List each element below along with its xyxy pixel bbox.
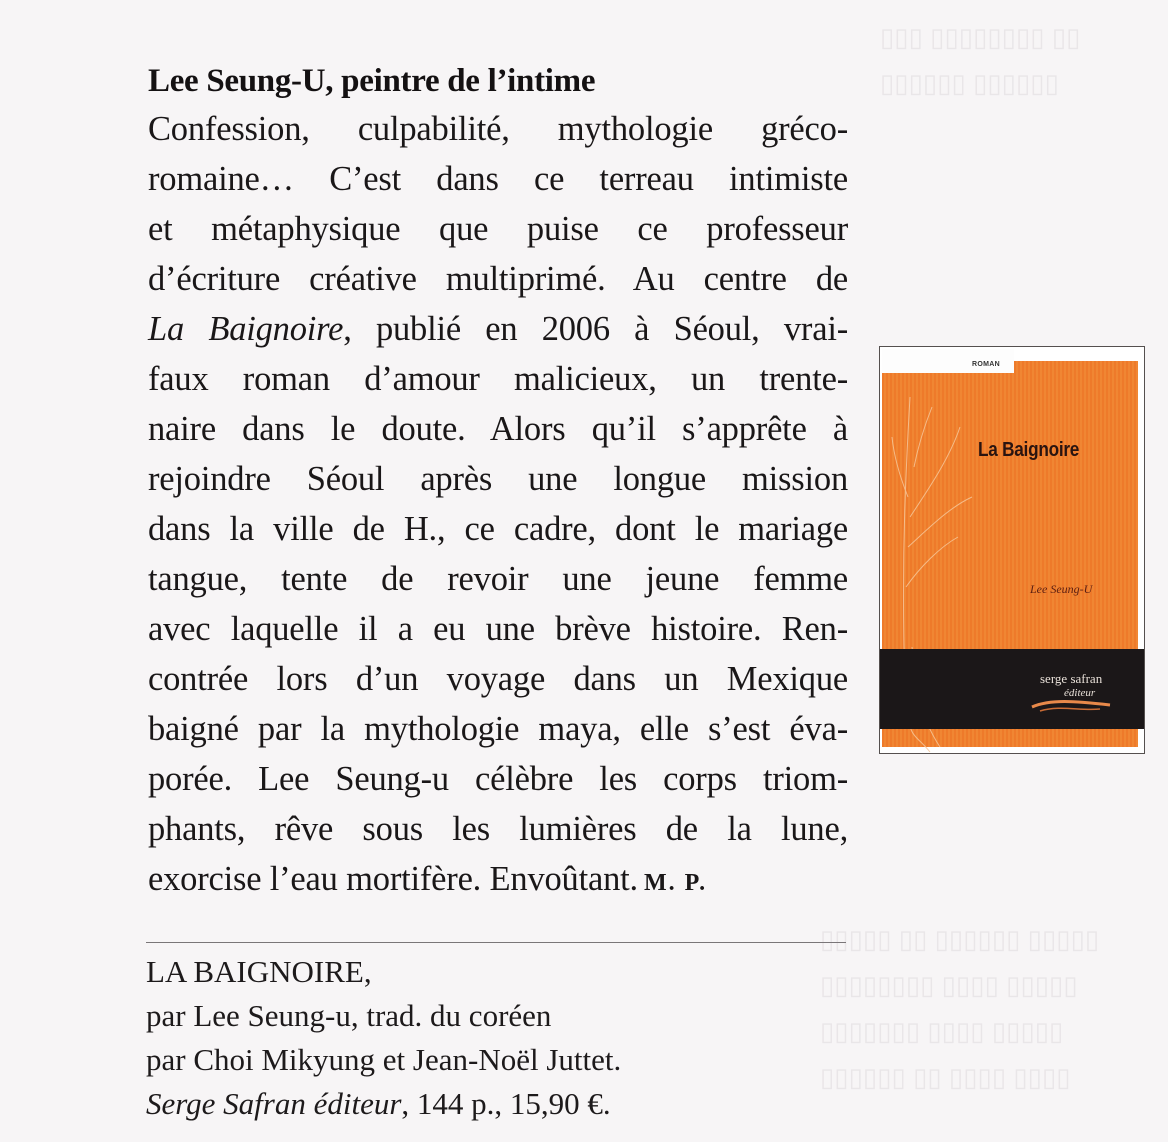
body-line — [148, 304, 848, 354]
body-line: porée. Lee Seung-u célèbre les corps triom- — [148, 760, 848, 798]
body-line: dans la ville de H., ce cadre, dont le mariage — [148, 510, 848, 548]
final-sentence: exorcise l’eau mortifère. Envoûtant. — [148, 860, 638, 898]
body-line: phants, rêve sous les lumières de la lune, — [148, 810, 848, 848]
cover-series-label: ROMAN — [972, 361, 1000, 368]
credits-translators: par Choi Mikyung et Jean-Noël Juttet. — [146, 1042, 622, 1077]
credits-details: , 144 p., 15,90 €. — [401, 1086, 611, 1121]
book-title-italic: La Baignoire — [148, 310, 344, 348]
show-through-text: ▯▯▯▯▯▯▯▯ ▯▯▯▯ ▯▯▯▯▯ — [820, 970, 1078, 1000]
cover-author: Lee Seung-U — [1030, 582, 1093, 596]
book-cover-image — [879, 346, 1145, 754]
credits-publisher-line — [146, 1082, 621, 1126]
show-through-text: ▯▯▯ ▯▯▯▯▯▯▯▯ ▯▯ — [880, 22, 1081, 52]
publisher-logo-icon — [1030, 689, 1120, 719]
body-line-final — [148, 854, 848, 908]
credits-author: par Lee Seung-u, trad. du coréen — [146, 998, 552, 1033]
cover-publisher-band — [880, 649, 1145, 729]
show-through-text: ▯▯▯▯▯▯ ▯▯▯▯▯▯ — [880, 68, 1059, 98]
body-line: romaine… C’est dans ce terreau intimiste — [148, 160, 848, 198]
article-body — [148, 104, 854, 908]
publisher-sub: éditeur — [1064, 687, 1096, 699]
article-headline: Lee Seung-U, peintre de l’intime — [148, 63, 596, 99]
show-through-text: ▯▯▯▯▯▯ ▯▯ ▯▯▯▯ ▯▯▯▯ — [820, 1062, 1071, 1092]
body-line: contrée lors d’un voyage dans un Mexique — [148, 660, 848, 698]
publisher-name: serge safran — [1040, 671, 1103, 686]
body-line-rest: , publié en 2006 à Séoul, vrai- — [343, 310, 848, 348]
body-line: d’écriture créative multiprimé. Au centre de — [148, 260, 848, 298]
body-line: Confession, culpabilité, mythologie gréco- — [148, 110, 848, 148]
body-line: rejoindre Séoul après une longue mission — [148, 460, 848, 498]
body-line: et métaphysique que puise ce professeur — [148, 210, 848, 248]
show-through-text: ▯▯▯▯▯▯▯ ▯▯▯▯ ▯▯▯▯▯ — [820, 1016, 1064, 1046]
body-line: avec laquelle il a eu une brève histoire. Ren- — [148, 610, 848, 648]
credits-title: LA BAIGNOIRE, — [146, 954, 372, 989]
body-line: baigné par la mythologie maya, elle s’est éva- — [148, 710, 848, 748]
cover-title: La Baignoire — [978, 439, 1080, 461]
review-article — [148, 58, 854, 908]
show-through-text: ▯▯▯▯▯ ▯▯ ▯▯▯▯▯▯ ▯▯▯▯▯ — [820, 924, 1100, 954]
author-signature: M. P. — [643, 870, 708, 896]
body-line: faux roman d’amour malicieux, un trente- — [148, 360, 848, 398]
body-line: tangue, tente de revoir une jeune femme — [148, 560, 848, 598]
book-credits — [146, 950, 621, 1126]
body-line: naire dans le doute. Alors qu’il s’apprête à — [148, 410, 848, 448]
credits-publisher: Serge Safran éditeur — [146, 1086, 402, 1121]
section-divider — [146, 942, 846, 943]
